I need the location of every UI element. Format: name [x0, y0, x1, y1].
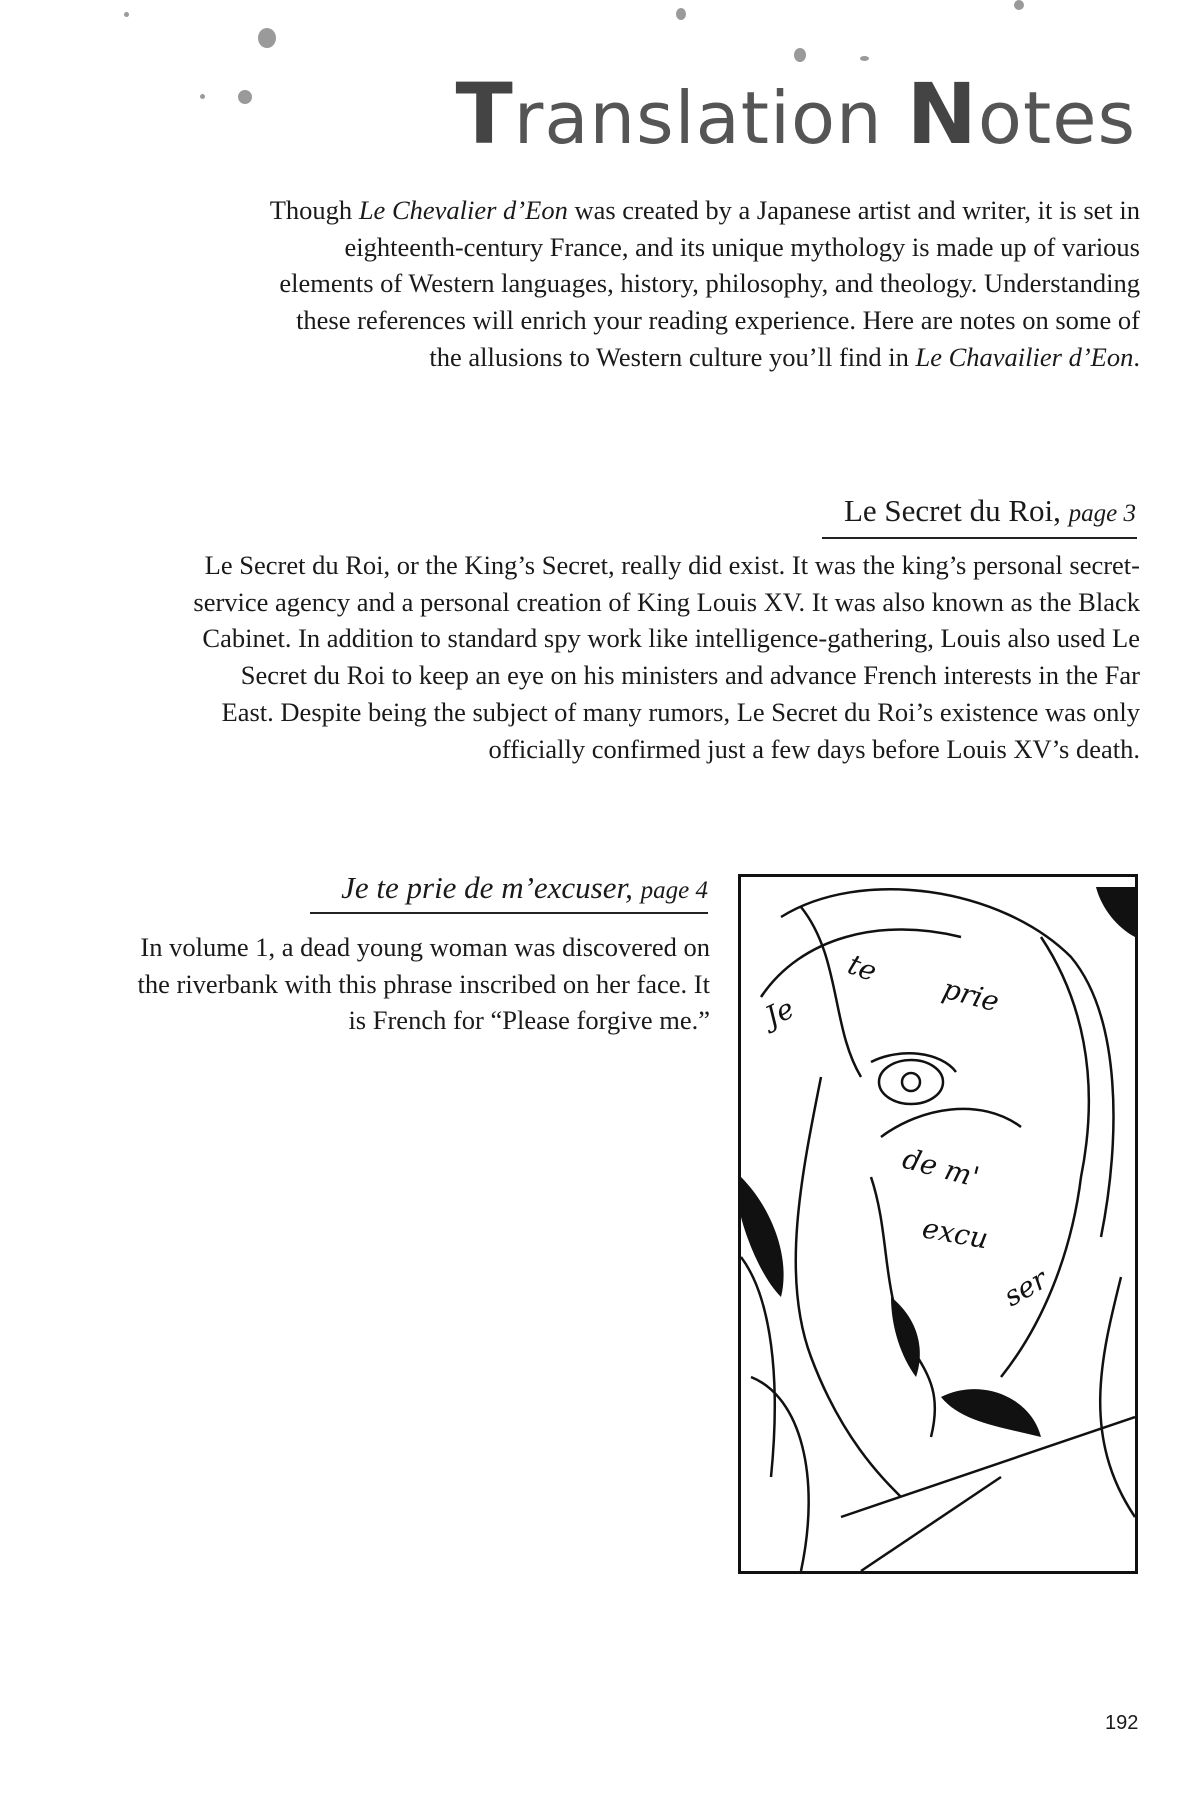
- face-inscription: [755, 948, 1054, 1313]
- heading-underline: [310, 912, 708, 914]
- intro-text: was created by a Japanese artist and writer, it is set in eighteenth-century France, and its unique mythology is made up of various elements of Western languages, history, philosophy, and theology. Understanding these references will enrich your reading experience. Here are notes on some of the allusions to Western culture you’ll find in: [279, 195, 1140, 372]
- svg-text:Je: Je: [760, 991, 800, 1034]
- svg-text:prie: prie: [939, 971, 1003, 1019]
- title-cap: T: [455, 65, 514, 163]
- intro-italic-title: Le Chavailier d’Eon: [915, 341, 1134, 372]
- intro-text: .: [1133, 341, 1140, 372]
- intro-italic-title: Le Chevalier d’Eon: [358, 195, 568, 225]
- title-text: otes: [977, 76, 1136, 160]
- page-title: [455, 65, 1136, 163]
- intro-text: Though: [269, 195, 359, 225]
- svg-text:excu: excu: [919, 1211, 991, 1256]
- svg-text:te: te: [843, 947, 882, 989]
- note-term: Je te prie de m’excuser,: [341, 870, 633, 905]
- title-cap: N: [906, 65, 978, 163]
- note-body: In volume 1, a dead young woman was discovered on the riverbank with this phrase inscribed on her face. It is French for “Please forgive me.”: [137, 932, 710, 1036]
- title-text: ranslation: [513, 76, 883, 160]
- note-page-ref: page 4: [640, 877, 708, 904]
- manga-illustration: [738, 874, 1138, 1574]
- page-number: 192: [1105, 1712, 1139, 1734]
- intro-paragraph: [260, 192, 1140, 376]
- note-heading: [844, 492, 1136, 533]
- note-page-ref: page 3: [1068, 500, 1136, 527]
- heading-underline: [822, 537, 1137, 539]
- note-body: Le Secret du Roi, or the King’s Secret, really did exist. It was the king’s personal secret-service agency and a personal creation of King Louis XV. It was also known as the Black Cabinet. In addition to standard spy work like intelligence-gathering, Louis also used Le Secret du Roi to keep an eye on his ministers and advance French interests in the Far East. Despite being the subject of many rumors, Le Secret du Roi’s existence was only officially confirmed just a few days before Louis XV’s death.: [193, 550, 1140, 764]
- note-term: Le Secret du Roi,: [843, 493, 1061, 528]
- note-heading: [300, 869, 708, 910]
- svg-text:de m': de m': [899, 1141, 983, 1194]
- face-drawing: [741, 877, 1135, 1571]
- svg-text:ser: ser: [998, 1262, 1053, 1314]
